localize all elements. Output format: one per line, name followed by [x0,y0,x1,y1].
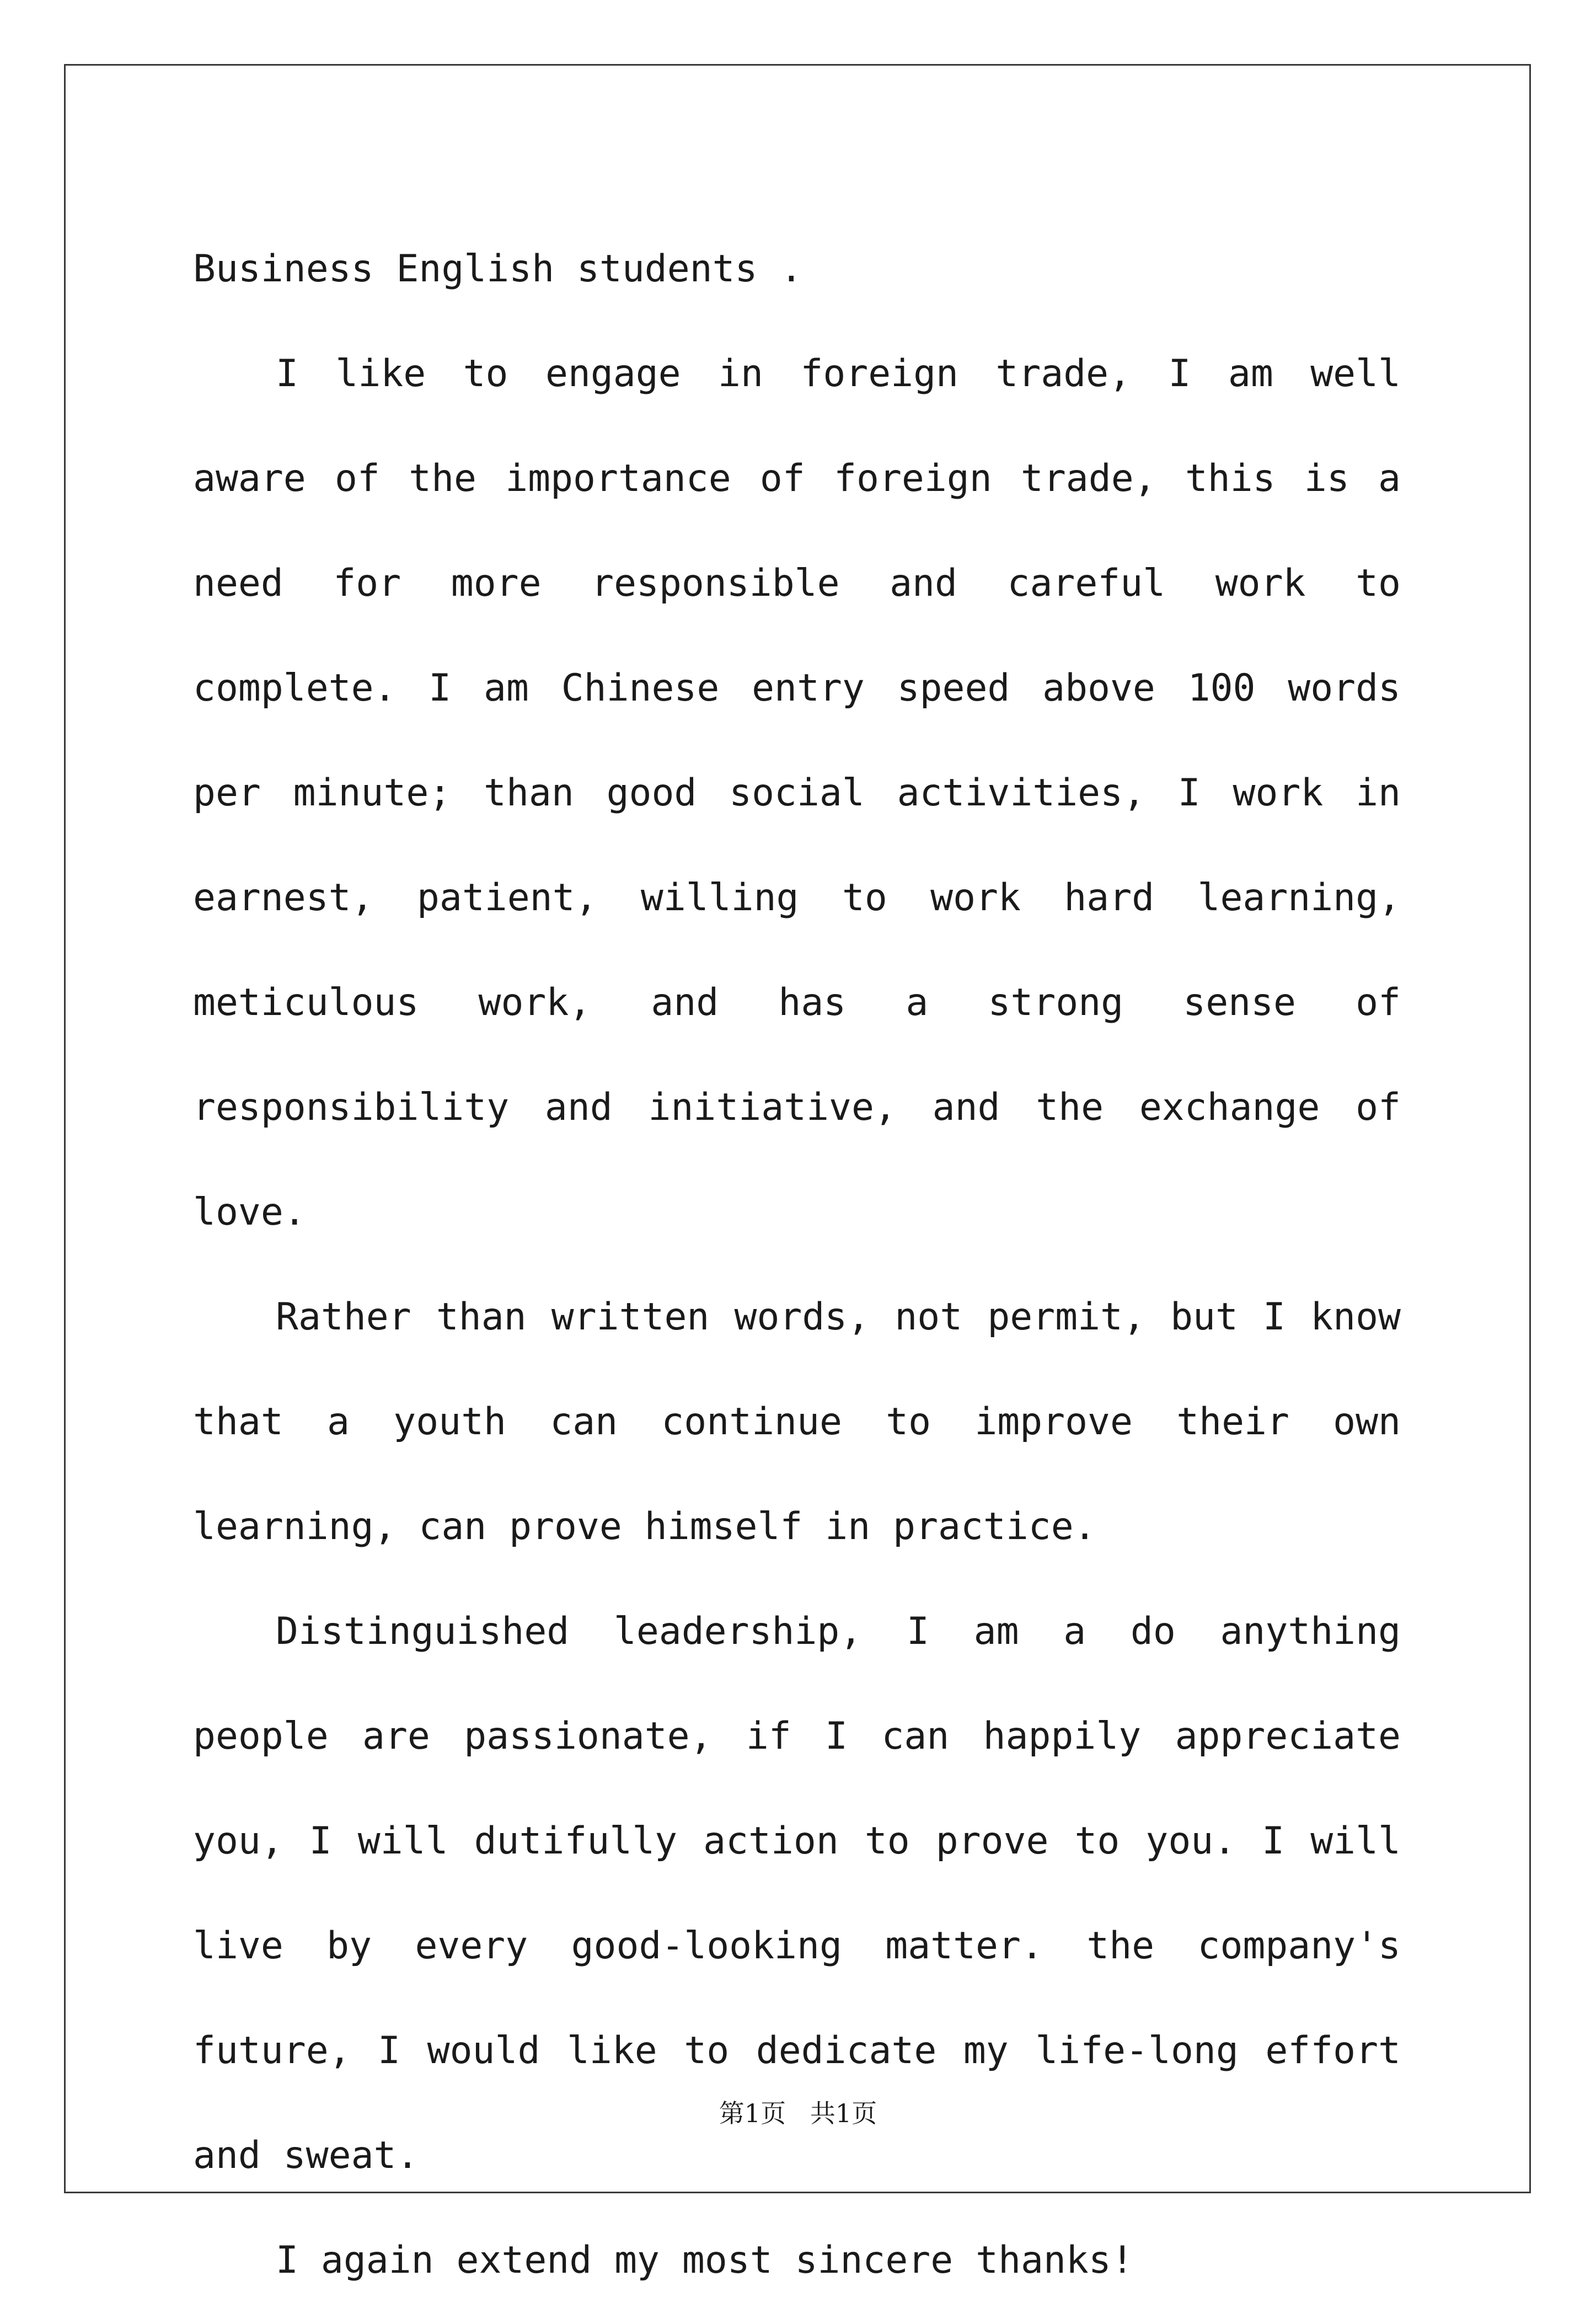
paragraph-1: Business English students . [193,247,803,291]
page-footer: 第1页 共1页 [719,2098,877,2128]
paragraph-4: Distinguished leadership, I am a do anything people are passionate, if I can happily appreciate you, I will dutifully action to prove to you. I will live by every good-looking matter. the company's future, I would like to dedicate my life-long effort and sweat. [193,1610,1401,2177]
paragraph-2: I like to engage in foreign trade, I am well aware of the importance of foreign trade, this is a need for more responsible and careful work to complete. I am Chinese entry speed above 100 words per minute; than good social activities, I work in earnest, patient, willing to work hard learning, meticulous work, and has a strong sense of responsibility and initiative, and the exchange of love. [193,352,1401,1234]
document-body [193,217,1401,2313]
paragraph-3: Rather than written words, not permit, but I know that a youth can continue to improve their own learning, can prove himself in practice. [193,1295,1401,1548]
paragraph-5: I again extend my most sincere thanks! [276,2239,1134,2282]
